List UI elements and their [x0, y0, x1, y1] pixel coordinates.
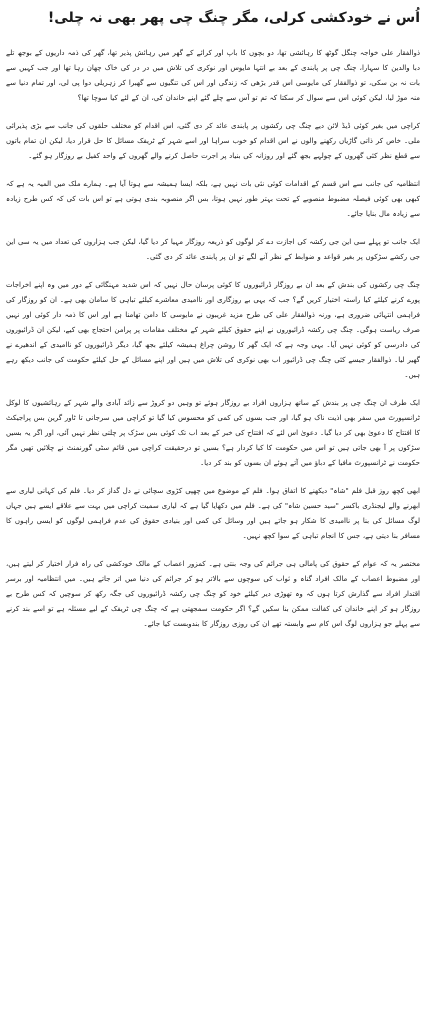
- article-paragraph: ذوالفقار علی خواجہ چنگل گوٹھ کا رہائشی تھا، دو بچوں کا باپ اور کرائے کے گھر میں رہائش پذیر تھا، گھر کی ذمہ داریوں کے بوجھ تلے دبا والدین کا سہارا، چنگ چی پر پابندی کے بعد بے انتہا مایوس اور نوکری کی تلاش میں در در کی خاک چھان رہا تھا اور جب کہیں سے بات نہ بن سکی، تو ذوالفقار کی مایوسی اس قدر بڑھی کہ زندگی اور اس کی تنگیوں سے گھبرا کر زہریلی دوا پی لی، اور تمام دنیا سے منہ موڑ لیا، لیکن کوئی اس سے سوال کر سکتا کہ تم تو آس سے چلے گئے اپنے خاندان کی، ان کے لئے کیا سوچا تھا؟: [6, 49, 420, 102]
- article-paragraph: ابھی کچھ روز قبل فلم "شاہ" دیکھنے کا اتفاق ہوا۔ فلم کے موضوع میں چھپی کڑوی سچائی نے دل گداز کر دیا۔ فلم کی کہانی لیاری سے ابھرنے والے لیجنڈری باکسر "سید حسین شاہ" کی ہے۔ فلم میں دکھایا گیا ہے کہ لیاری سمیت کراچی میں بہت سے علاقے ایسے ہیں جہاں لوگ مسائل کی بنا پر ناامیدی کا شکار ہو جاتے ہیں اور وسائل کی کمی اور بنیادی حقوق کی عدم فراہمی لوگوں کو ایسی راہوں کا مسافر بنا دیتی ہے، جس کا انجام تباہی کے سوا کچھ نہیں۔: [6, 487, 420, 540]
- article-paragraph: کراچی میں بغیر کوئی ڈیڈ لائن دیے چنگ چی رکشوں پر پابندی عائد کر دی گئی، اس اقدام کو مختلف حلقوں کی جانب سے بڑی پذیرائی ملی۔ خاص کر ذاتی گاڑیاں رکھنے والوں نے اس اقدام کو خوب سراہا اور اسے شہر کے ٹریفک مسائل کا حل قرار دیا، لیکن ان تمام باتوں سے قطع نظر کئی گھروں کے چولہے بجھ گئے اور روزانہ کی بنیاد پر اجرت حاصل کرنے والے گھروں کے واحد کفیل بے روزگار ہو گئے۔: [6, 122, 420, 160]
- article-paragraph: ایک جانب تو پہلے سی این جی رکشہ کی اجازت دے کر لوگوں کو ذریعہ روزگار مہیا کر دیا گیا، لیکن جب ہزاروں کی تعداد میں یہ سی این جی رکشے سڑکوں پر بغیر قواعد و ضوابط کے نظر آنے لگے تو ان پر پابندی عائد کر دی گئی۔: [6, 238, 420, 261]
- article-body: [6, 46, 420, 632]
- article-paragraph: مختصر یہ کہ عوام کے حقوق کی پامالی ہی جرائم کی وجہ بنتی ہے۔ کمزور اعصاب کے مالک خودکشی کی راہ فرار اختیار کر لیتے ہیں، اور مضبوط اعصاب کے مالک افراد گناہ و ثواب کی سوچوں سے بالاتر ہو کر جرائم کی دنیا میں اتر جاتے ہیں۔ میں انتظامیہ اور برسر اقتدار افراد سے گذارش کرتا ہوں کہ وہ تھوڑی دیر کیلئے خود کو چنگ چی رکشہ ڈرائیوروں کی جگہ رکھ کر سوچیں کہ کس طرح بے روزگار ہو کر اپنے خاندان کی کفالت ممکن بنا سکیں گے؟ اگر حکومت سمجھتی ہے کہ چنگ چی ٹریفک کے لیے مسئلہ ہے تو اسے بند کرنے سے پہلے جو ہزاروں لوگ اس کام سے وابستہ تھے ان کی روزی روزگار کا بندوبست کیا جائے۔: [6, 560, 420, 628]
- article-paragraph: ایک طرف ان چنگ چی پر بندش کے ساتھ ہزاروں افراد بے روزگار ہوئے تو وہیں دو کروڑ سے زائد آبادی والے شہر کے رہائشیوں کا لوکل ٹرانسپورٹ میں سفر بھی اذیت ناک ہو گیا، اور جب بسوں کی کمی کو محسوس کیا گیا تو کراچی میں سرجانی تا ٹاور گرین بس پراجیکٹ کا افتتاح کا دعویٰ بھی کر دیا گیا۔ دعویٰ اس لئے کہ افتتاح کی خبر کے بعد اب تک کوئی بس سڑک پر چلتی نظر نہیں آئی، اور اگر یہ بسیں سڑکوں پر آ بھی جاتی ہیں تو اس میں حکومت کا کیا کردار ہے؟ بسیں تو درحقیقت کراچی میں قائم سٹی گورنمنٹ نے چلائیں تھیں مگر حکومت نے ٹرانسپورٹ مافیا کے دباؤ میں آتے ہوئے ان بسوں کو بند کر دیا۔: [6, 399, 420, 467]
- article-paragraph: انتظامیہ کی جانب سے اس قسم کے اقدامات کوئی نئی بات نہیں ہے، بلکہ ایسا ہمیشہ سے ہوتا آیا ہے۔ ہمارے ملک میں المیہ یہ ہے کہ کبھی بھی کوئی فیصلہ مضبوط منصوبے کے تحت بہتر طور نہیں ہوتا، بس اگر منصوبہ بندی ہوتی ہے تو اس بات کی کہ کس طرح زیادہ سے زیادہ مال بنایا جائے۔: [6, 180, 420, 218]
- article-title: اُس نے خودکشی کرلی، مگر چنگ چی پھر بھی نہ چلی!: [47, 10, 420, 26]
- article-paragraph: چنگ چی رکشوں کی بندش کے بعد ان بے روزگار ڈرائیوروں کا کوئی پرسان حال نہیں کہ اس شدید مہنگائی کے دور میں وہ اپنے اخراجات پورے کرنے کیلئے کیا راستہ اختیار کریں گے؟ جب کہ یہی بے روزگاری اور ناامیدی معاشرے کیلئے تباہی کا سامان بھی ہے۔ ان کو روزگار کی فراہمی انتہائی ضروری ہے، ورنہ ذوالفقار علی کی طرح مزید غریبوں نے مایوسی کا دامن تھامنا ہے اور اس کا ذمہ دار کوئی اور نہیں صرف ریاست ہوگی۔ چنگ چی رکشہ ڈرائیوروں نے اپنے حقوق کیلئے شہر کے مختلف مقامات پر پرامن احتجاج بھی کیے، لیکن ان ڈرائیوروں کی دادرسی کو کوئی نہیں آیا۔ یہی وجہ ہے کہ ایک گھر کا روشن چراغ ہمیشہ کیلئے بجھ گیا، دیگر ڈرائیوروں کو ناامیدی کے اندھیرے نے گھیر لیا۔ ذوالفقار جیسے کئی چنگ چی ڈرائیور اب بھی نوکری کی تلاش میں ہیں اور اپنے مسائل کے حل کیلئے حکومت کی جانب دیکھ رہے ہیں۔: [6, 281, 420, 379]
